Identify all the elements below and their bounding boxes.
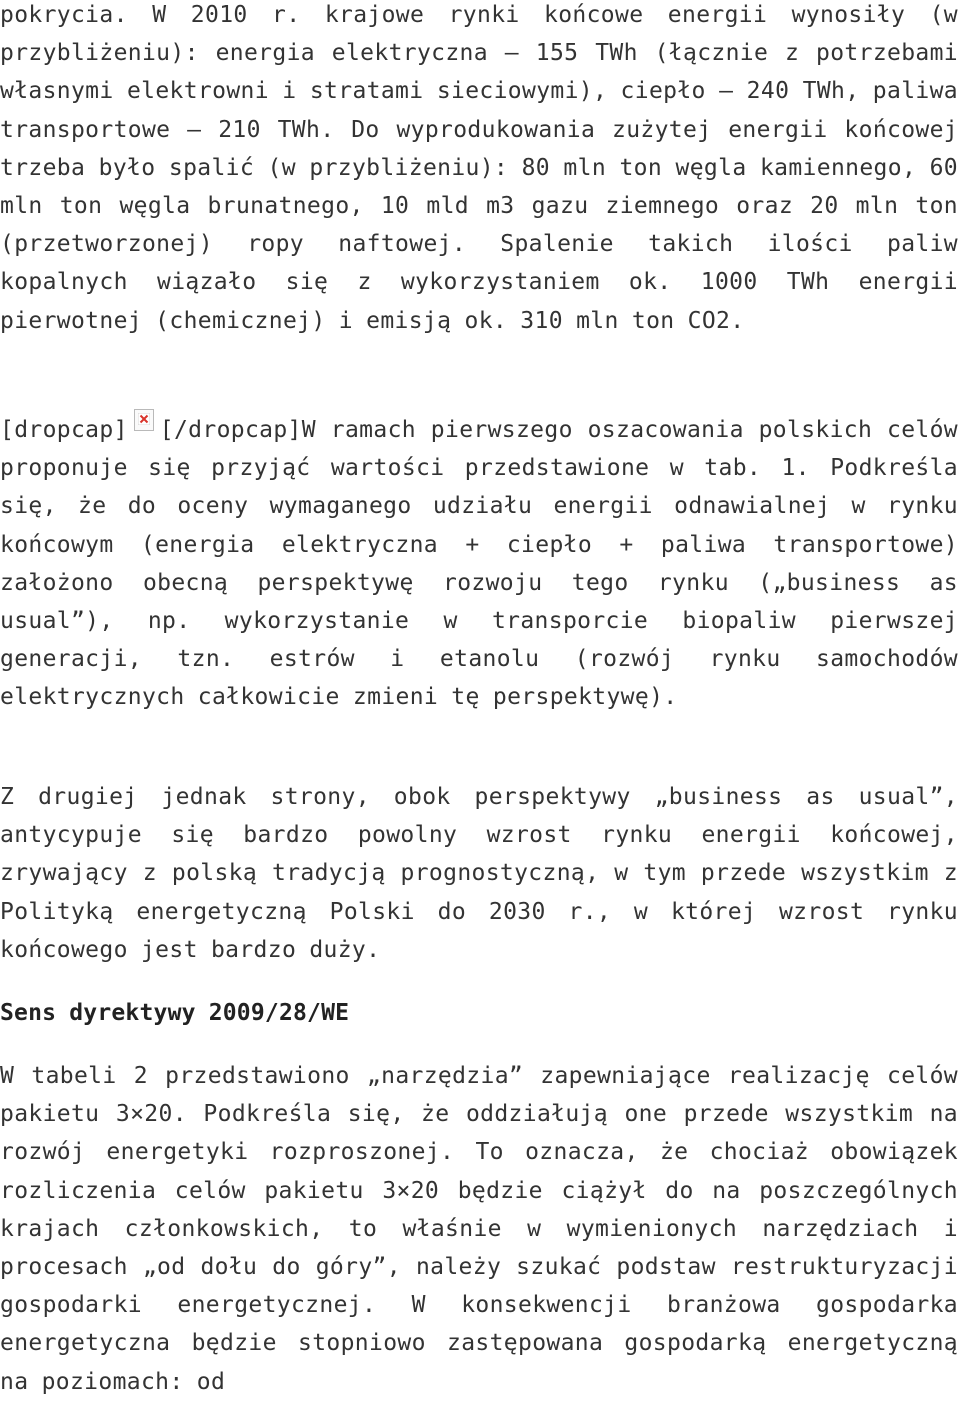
section-heading: Sens dyrektywy 2009/28/WE: [0, 1000, 350, 1026]
dropcap-close-and-text: [/dropcap]W ramach pierwszego oszacowania polskich celów proponuje się przyjąć wartości przedstawione w tab. 1. Podkreśla się, że do oceny wymaganego udziału energii odnawialnej w rynku końcowym (energia elektryczna + ciepło + paliwa transportowe) założono obecną perspektywę rozwoju tego rynku („business as usual”), np. wykorzystanie w transporcie biopaliw pierwszej generacji, tzn. estrów i etanolu (rozwój rynku samochodów elektrycznych całkowicie zmieni tę perspektywę).: [0, 417, 958, 711]
paragraph-tools: W tabeli 2 przedstawiono „narzędzia” zapewniające realizację celów pakietu 3×20. Podkreśla się, że oddziałują one przede wszystkim na rozwój energetyki rozproszonej. To oznacza, że chociaż obowiązek rozliczenia celów pakietu 3×20 będzie ciążył do na poszczególnych krajach członkowskich, to właśnie w wymienionych narzędziach i procesach „od dołu do góry”, należy szukać podstaw restrukturyzacji gospodarki energetycznej. W konsekwencji branżowa gospodarka energetyczna będzie stopniowo zastępowana gospodarką energetyczną na poziomach: od: [0, 1063, 958, 1395]
paragraph-dropcap: [0, 409, 958, 717]
broken-image-icon: [134, 409, 154, 431]
paragraph-market-growth: Z drugiej jednak strony, obok perspektywy „business as usual”, antycypuje się bardzo powolny wzrost rynku energii końcowej, zrywający z polską tradycją prognostyczną, w tym przede wszystkim z Polityką energetyczną Polski do 2030 r., w której wzrost rynku końcowego jest bardzo duży.: [0, 784, 958, 963]
dropcap-open-shortcode: [dropcap]: [0, 417, 128, 443]
paragraph-energy-markets: pokrycia. W 2010 r. krajowe rynki końcowe energii wynosiły (w przybliżeniu): energia elektryczna – 155 TWh (łącznie z potrzebami własnymi elektrowni i stratami sieciowymi), ciepło – 240 TWh, paliwa transportowe – 210 TWh. Do wyprodukowania zużytej energii końcowej trzeba było spalić (w przybliżeniu): 80 mln ton węgla kamiennego, 60 mln ton węgla brunatnego, 10 mld m3 gazu ziemnego oraz 20 mln ton (przetworzonej) ropy naftowej. Spalenie takich ilości paliw kopalnych wiązało się z wykorzystaniem ok. 1000 TWh energii pierwotnej (chemicznej) i emisją ok. 310 mln ton CO2.: [0, 2, 958, 334]
